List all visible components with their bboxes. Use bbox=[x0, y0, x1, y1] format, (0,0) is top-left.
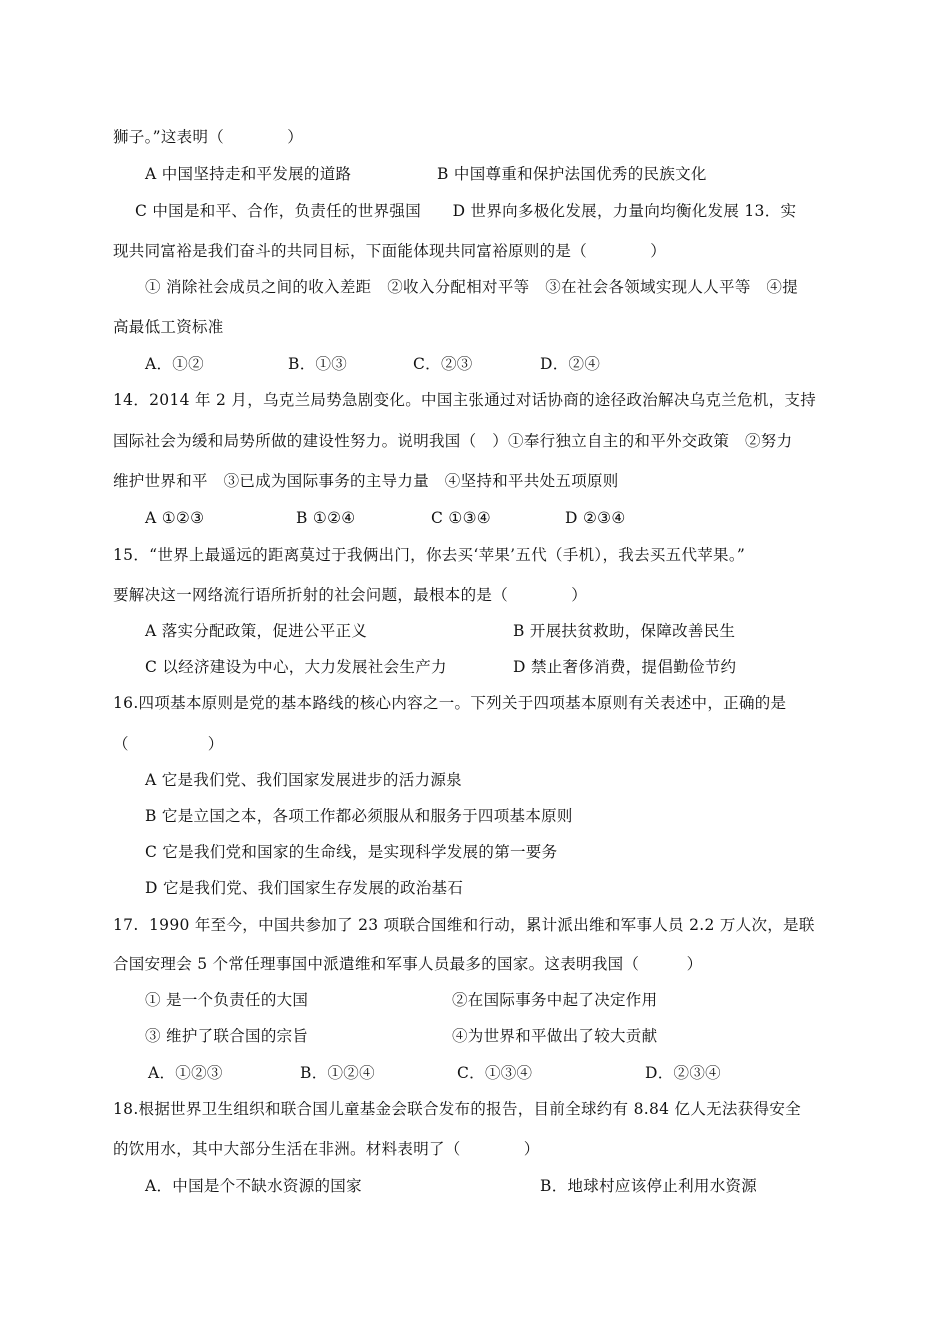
option-d: D．②④ bbox=[540, 355, 601, 373]
question-16: 16.四项基本原则是党的基本路线的核心内容之一。下列关于四项基本原则有关表述中，正确的是 bbox=[113, 694, 787, 712]
text-line: （ ） bbox=[113, 735, 224, 753]
option-b: B．①③ bbox=[288, 355, 348, 373]
text-line: 合国安理会 5 个常任理事国中派遣维和军事人员最多的国家。这表明我国（ ） bbox=[113, 955, 703, 973]
option-d: D ②③④ bbox=[565, 509, 626, 527]
option-c: C．②③ bbox=[413, 355, 473, 373]
option-d: D 它是我们党、我们国家生存发展的政治基石 bbox=[145, 879, 464, 897]
text-line: 维护世界和平 ③已成为国际事务的主导力量 ④坚持和平共处五项原则 bbox=[113, 472, 619, 490]
option-c: C ①③④ bbox=[431, 509, 491, 527]
question-15: 15．“世界上最遥远的距离莫过于我俩出门，你去买‘苹果’五代（手机），我去买五代苹果。” bbox=[113, 546, 746, 564]
text-line: 要解决这一网络流行语所折射的社会问题，最根本的是（ ） bbox=[113, 586, 588, 604]
option-d: D．②③④ bbox=[645, 1064, 721, 1082]
option-a: A．①②③ bbox=[148, 1064, 223, 1082]
text-line: C 中国是和平、合作，负责任的世界强国 D 世界向多极化发展，力量向均衡化发展 13．实 bbox=[135, 202, 797, 220]
question-14: 14．2014 年 2 月，乌克兰局势急剧变化。中国主张通过对话协商的途径政治解决乌克兰危机，支持 bbox=[113, 391, 817, 409]
option-a: A．①② bbox=[145, 355, 204, 373]
statement-2: ②在国际事务中起了决定作用 bbox=[452, 991, 658, 1009]
option-b: B．①②④ bbox=[300, 1064, 375, 1082]
option-a: A ①②③ bbox=[145, 509, 205, 527]
text-line: 国际社会为缓和局势所做的建设性努力。说明我国（ ）①奉行独立自主的和平外交政策 ②努力 bbox=[113, 432, 793, 450]
statement-1: ① 是一个负责任的大国 bbox=[145, 991, 309, 1009]
text-line: 的饮用水，其中大部分生活在非洲。材料表明了（ ） bbox=[113, 1140, 540, 1158]
option-a: A 落实分配政策，促进公平正义 bbox=[145, 622, 368, 640]
option-a: A．中国是个不缺水资源的国家 bbox=[145, 1177, 362, 1195]
text-line: 狮子。”这表明（ ） bbox=[113, 128, 304, 146]
option-a: A 中国坚持走和平发展的道路 bbox=[145, 165, 352, 183]
statement-4: ④为世界和平做出了较大贡献 bbox=[452, 1027, 658, 1045]
option-b: B．地球村应该停止利用水资源 bbox=[540, 1177, 758, 1195]
question-13: 现共同富裕是我们奋斗的共同目标，下面能体现共同富裕原则的是（ ） bbox=[113, 242, 667, 260]
statement-3: ③ 维护了联合国的宗旨 bbox=[145, 1027, 309, 1045]
option-b: B 开展扶贫救助，保障改善民生 bbox=[513, 622, 736, 640]
option-b: B 中国尊重和保护法国优秀的民族文化 bbox=[437, 165, 707, 183]
option-b: B 它是立国之本，各项工作都必须服从和服务于四项基本原则 bbox=[145, 807, 573, 825]
question-17: 17. 1990 年至今，中国共参加了 23 项联合国维和行动，累计派出维和军事人员 2.2 万人次，是联 bbox=[113, 916, 815, 934]
option-c: C 以经济建设为中心，大力发展社会生产力 bbox=[145, 658, 447, 676]
option-b: B ①②④ bbox=[296, 509, 356, 527]
text-line: ① 消除社会成员之间的收入差距 ②收入分配相对平等 ③在社会各领域实现人人平等 ④提 bbox=[145, 278, 799, 296]
option-c: C 它是我们党和国家的生命线，是实现科学发展的第一要务 bbox=[145, 843, 558, 861]
option-c: C．①③④ bbox=[457, 1064, 533, 1082]
question-18: 18.根据世界卫生组织和联合国儿童基金会联合发布的报告，目前全球约有 8.84 亿人无法获得安全 bbox=[113, 1100, 801, 1118]
option-d: D 禁止奢侈消费，提倡勤俭节约 bbox=[513, 658, 737, 676]
option-a: A 它是我们党、我们国家发展进步的活力源泉 bbox=[145, 771, 462, 789]
text-line: 高最低工资标准 bbox=[113, 318, 224, 336]
